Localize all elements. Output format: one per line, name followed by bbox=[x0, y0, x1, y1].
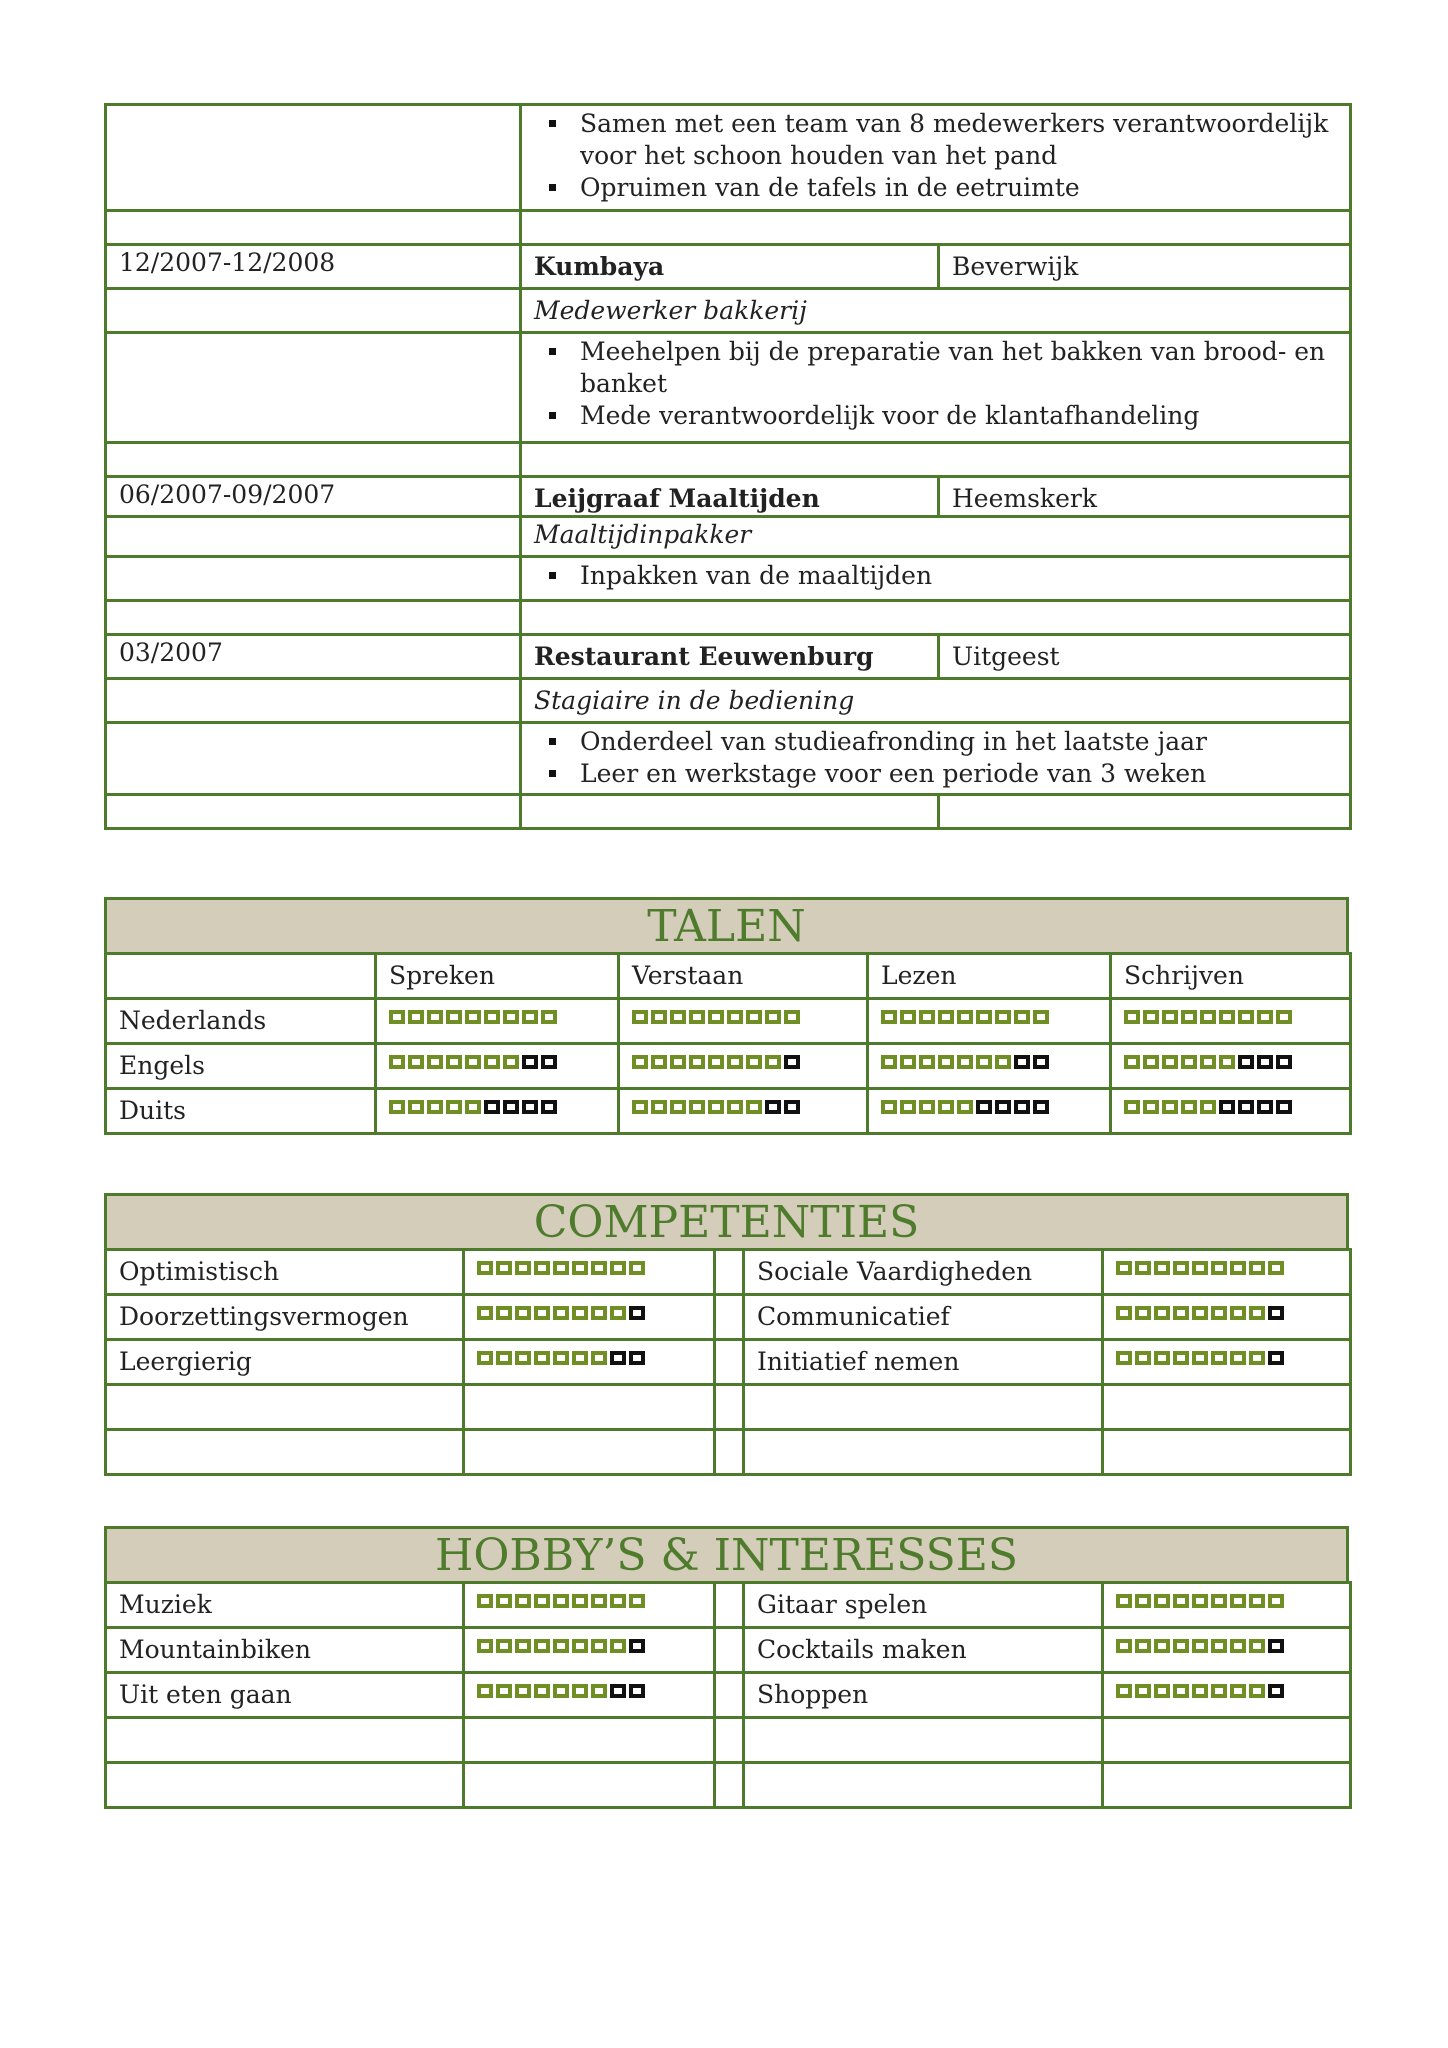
rating-square-filled bbox=[727, 1055, 743, 1069]
competence-rating bbox=[1116, 1343, 1337, 1365]
rating-square-empty bbox=[522, 1100, 538, 1114]
rating-square-filled bbox=[1033, 1010, 1049, 1024]
language-rating bbox=[881, 1002, 1097, 1024]
rating-square-filled bbox=[1116, 1684, 1132, 1698]
hobby-rating bbox=[1116, 1676, 1337, 1698]
job-bullet: Leer en werkstage voor een periode van 3 weken bbox=[534, 758, 1337, 790]
rating-square-filled bbox=[1162, 1010, 1178, 1024]
rating-square-filled bbox=[503, 1055, 519, 1069]
rating-square-empty bbox=[629, 1684, 645, 1698]
rating-square-filled bbox=[1181, 1055, 1197, 1069]
rating-square-filled bbox=[1192, 1261, 1208, 1275]
rating-square-filled bbox=[1230, 1351, 1246, 1365]
rating-square-filled bbox=[496, 1594, 512, 1608]
talen-col-schrijven: Schrijven bbox=[1111, 954, 1351, 999]
rating-square-filled bbox=[1173, 1261, 1189, 1275]
rating-square-empty bbox=[1238, 1055, 1254, 1069]
rating-square-filled bbox=[1135, 1594, 1151, 1608]
rating-square-filled bbox=[651, 1055, 667, 1069]
rating-square-empty bbox=[976, 1100, 992, 1114]
rating-square-filled bbox=[610, 1594, 626, 1608]
rating-square-filled bbox=[632, 1055, 648, 1069]
competence-rating bbox=[477, 1343, 701, 1365]
rating-square-filled bbox=[389, 1100, 405, 1114]
rating-square-empty bbox=[1033, 1055, 1049, 1069]
rating-square-filled bbox=[484, 1055, 500, 1069]
rating-square-empty bbox=[1257, 1100, 1273, 1114]
rating-square-filled bbox=[496, 1351, 512, 1365]
language-rating bbox=[632, 1002, 854, 1024]
rating-square-empty bbox=[1238, 1100, 1254, 1114]
rating-square-filled bbox=[408, 1055, 424, 1069]
rating-square-filled bbox=[727, 1100, 743, 1114]
language-rating bbox=[389, 1047, 605, 1069]
rating-square-empty bbox=[1014, 1100, 1030, 1114]
hobby-name: Gitaar spelen bbox=[744, 1583, 1103, 1628]
rating-square-filled bbox=[591, 1639, 607, 1653]
rating-square-filled bbox=[408, 1100, 424, 1114]
rating-square-filled bbox=[1249, 1351, 1265, 1365]
rating-square-filled bbox=[553, 1306, 569, 1320]
language-rating bbox=[632, 1092, 854, 1114]
language-name: Engels bbox=[106, 1044, 376, 1089]
rating-square-empty bbox=[1268, 1639, 1284, 1653]
rating-square-filled bbox=[938, 1100, 954, 1114]
rating-square-filled bbox=[919, 1010, 935, 1024]
rating-square-filled bbox=[1192, 1639, 1208, 1653]
hobby-name: Mountainbiken bbox=[106, 1628, 464, 1673]
rating-square-filled bbox=[670, 1100, 686, 1114]
rating-square-filled bbox=[446, 1010, 462, 1024]
competenties-header: COMPETENTIES bbox=[104, 1193, 1349, 1251]
rating-square-filled bbox=[496, 1261, 512, 1275]
rating-square-empty bbox=[1257, 1055, 1273, 1069]
rating-square-filled bbox=[591, 1684, 607, 1698]
rating-square-filled bbox=[1116, 1261, 1132, 1275]
rating-square-empty bbox=[765, 1100, 781, 1114]
talen-header: TALEN bbox=[104, 897, 1349, 955]
rating-square-empty bbox=[1014, 1055, 1030, 1069]
job-period: 12/2007-12/2008 bbox=[106, 245, 521, 289]
rating-square-filled bbox=[1230, 1639, 1246, 1653]
rating-square-filled bbox=[1162, 1055, 1178, 1069]
rating-square-empty bbox=[1268, 1684, 1284, 1698]
competence-name: Optimistisch bbox=[106, 1250, 464, 1295]
rating-square-filled bbox=[1181, 1100, 1197, 1114]
rating-square-filled bbox=[1276, 1010, 1292, 1024]
rating-square-filled bbox=[1249, 1261, 1265, 1275]
rating-square-filled bbox=[1135, 1261, 1151, 1275]
language-name: Nederlands bbox=[106, 999, 376, 1044]
rating-square-filled bbox=[1211, 1684, 1227, 1698]
hobby-name: Cocktails maken bbox=[744, 1628, 1103, 1673]
rating-square-filled bbox=[477, 1261, 493, 1275]
hobby-rating bbox=[1116, 1586, 1337, 1608]
rating-square-filled bbox=[900, 1100, 916, 1114]
rating-square-filled bbox=[1211, 1261, 1227, 1275]
rating-square-filled bbox=[670, 1010, 686, 1024]
rating-square-filled bbox=[610, 1639, 626, 1653]
rating-square-filled bbox=[389, 1055, 405, 1069]
job-role: Medewerker bakkerij bbox=[521, 289, 1351, 333]
rating-square-filled bbox=[1192, 1684, 1208, 1698]
rating-square-filled bbox=[1173, 1594, 1189, 1608]
rating-square-filled bbox=[446, 1055, 462, 1069]
rating-square-filled bbox=[881, 1100, 897, 1114]
rating-square-filled bbox=[1230, 1684, 1246, 1698]
rating-square-filled bbox=[651, 1100, 667, 1114]
job-role: Maaltijdinpakker bbox=[521, 517, 1351, 557]
rating-square-filled bbox=[1154, 1639, 1170, 1653]
language-rating bbox=[1124, 1002, 1337, 1024]
rating-square-filled bbox=[553, 1639, 569, 1653]
rating-square-filled bbox=[938, 1055, 954, 1069]
rating-square-filled bbox=[995, 1055, 1011, 1069]
rating-square-filled bbox=[427, 1010, 443, 1024]
rating-square-filled bbox=[477, 1306, 493, 1320]
intro-bullet: Opruimen van de tafels in de eetruimte bbox=[534, 172, 1337, 204]
job-bullet: Meehelpen bij de preparatie van het bakken van brood- en banket bbox=[534, 336, 1337, 400]
rating-square-empty bbox=[1219, 1100, 1235, 1114]
rating-square-filled bbox=[708, 1100, 724, 1114]
job-location: Uitgeest bbox=[939, 635, 1351, 679]
rating-square-filled bbox=[465, 1010, 481, 1024]
rating-square-filled bbox=[708, 1010, 724, 1024]
hobbys-table bbox=[104, 1581, 1352, 1809]
rating-square-filled bbox=[1211, 1639, 1227, 1653]
rating-square-filled bbox=[534, 1594, 550, 1608]
talen-table bbox=[104, 952, 1352, 1135]
rating-square-filled bbox=[1249, 1306, 1265, 1320]
rating-square-filled bbox=[976, 1055, 992, 1069]
rating-square-filled bbox=[1124, 1055, 1140, 1069]
rating-square-filled bbox=[746, 1010, 762, 1024]
rating-square-filled bbox=[541, 1010, 557, 1024]
rating-square-filled bbox=[534, 1351, 550, 1365]
rating-square-filled bbox=[784, 1010, 800, 1024]
rating-square-empty bbox=[629, 1351, 645, 1365]
rating-square-filled bbox=[515, 1261, 531, 1275]
rating-square-filled bbox=[1135, 1351, 1151, 1365]
rating-square-filled bbox=[1173, 1684, 1189, 1698]
rating-square-filled bbox=[765, 1010, 781, 1024]
rating-square-filled bbox=[572, 1306, 588, 1320]
rating-square-filled bbox=[591, 1351, 607, 1365]
job-bullet: Inpakken van de maaltijden bbox=[534, 560, 1337, 592]
rating-square-filled bbox=[1154, 1261, 1170, 1275]
rating-square-filled bbox=[1219, 1055, 1235, 1069]
rating-square-filled bbox=[1192, 1306, 1208, 1320]
rating-square-filled bbox=[957, 1055, 973, 1069]
rating-square-empty bbox=[1033, 1100, 1049, 1114]
rating-square-filled bbox=[670, 1055, 686, 1069]
job-company: Kumbaya bbox=[521, 245, 939, 289]
rating-square-empty bbox=[629, 1306, 645, 1320]
rating-square-filled bbox=[591, 1594, 607, 1608]
rating-square-filled bbox=[427, 1100, 443, 1114]
rating-square-filled bbox=[957, 1010, 973, 1024]
rating-square-empty bbox=[995, 1100, 1011, 1114]
rating-square-filled bbox=[477, 1594, 493, 1608]
rating-square-filled bbox=[1249, 1684, 1265, 1698]
rating-square-filled bbox=[515, 1684, 531, 1698]
talen-col-lezen: Lezen bbox=[868, 954, 1111, 999]
rating-square-filled bbox=[534, 1261, 550, 1275]
rating-square-filled bbox=[1135, 1306, 1151, 1320]
rating-square-empty bbox=[784, 1055, 800, 1069]
rating-square-filled bbox=[591, 1306, 607, 1320]
language-rating bbox=[632, 1047, 854, 1069]
rating-square-filled bbox=[1143, 1010, 1159, 1024]
rating-square-filled bbox=[1014, 1010, 1030, 1024]
rating-square-empty bbox=[1276, 1055, 1292, 1069]
hobby-name: Muziek bbox=[106, 1583, 464, 1628]
rating-square-filled bbox=[1116, 1351, 1132, 1365]
rating-square-filled bbox=[446, 1100, 462, 1114]
rating-square-filled bbox=[572, 1261, 588, 1275]
rating-square-filled bbox=[1124, 1010, 1140, 1024]
rating-square-filled bbox=[1154, 1306, 1170, 1320]
intro-bullet: Samen met een team van 8 medewerkers verantwoordelijk voor het schoon houden van het pand bbox=[534, 108, 1337, 172]
rating-square-filled bbox=[919, 1100, 935, 1114]
rating-square-filled bbox=[477, 1684, 493, 1698]
job-role: Stagiaire in de bediening bbox=[521, 679, 1351, 723]
rating-square-filled bbox=[572, 1351, 588, 1365]
rating-square-filled bbox=[629, 1594, 645, 1608]
rating-square-filled bbox=[900, 1055, 916, 1069]
rating-square-empty bbox=[629, 1639, 645, 1653]
rating-square-filled bbox=[1230, 1261, 1246, 1275]
job-location: Heemskerk bbox=[939, 477, 1351, 517]
rating-square-filled bbox=[534, 1639, 550, 1653]
hobby-rating bbox=[1116, 1631, 1337, 1653]
rating-square-filled bbox=[957, 1100, 973, 1114]
rating-square-filled bbox=[1211, 1351, 1227, 1365]
rating-square-empty bbox=[503, 1100, 519, 1114]
rating-square-filled bbox=[689, 1010, 705, 1024]
job-period: 03/2007 bbox=[106, 635, 521, 679]
language-rating bbox=[1124, 1092, 1337, 1114]
rating-square-filled bbox=[610, 1306, 626, 1320]
rating-square-filled bbox=[572, 1684, 588, 1698]
competence-name: Leergierig bbox=[106, 1340, 464, 1385]
rating-square-filled bbox=[1211, 1306, 1227, 1320]
rating-square-filled bbox=[1249, 1594, 1265, 1608]
hobby-name: Uit eten gaan bbox=[106, 1673, 464, 1718]
language-rating bbox=[389, 1002, 605, 1024]
rating-square-filled bbox=[553, 1594, 569, 1608]
rating-square-filled bbox=[408, 1010, 424, 1024]
experience-table bbox=[104, 103, 1352, 830]
hobbys-header: HOBBY’S & INTERESSES bbox=[104, 1526, 1349, 1584]
rating-square-filled bbox=[503, 1010, 519, 1024]
rating-square-filled bbox=[515, 1594, 531, 1608]
rating-square-filled bbox=[1200, 1010, 1216, 1024]
language-rating bbox=[881, 1047, 1097, 1069]
competence-rating bbox=[1116, 1298, 1337, 1320]
talen-col-verstaan: Verstaan bbox=[619, 954, 868, 999]
rating-square-filled bbox=[881, 1010, 897, 1024]
rating-square-filled bbox=[515, 1306, 531, 1320]
rating-square-empty bbox=[541, 1100, 557, 1114]
language-rating bbox=[881, 1092, 1097, 1114]
competence-name: Sociale Vaardigheden bbox=[744, 1250, 1103, 1295]
rating-square-filled bbox=[919, 1055, 935, 1069]
competenties-table bbox=[104, 1248, 1352, 1476]
rating-square-empty bbox=[1276, 1100, 1292, 1114]
rating-square-filled bbox=[765, 1055, 781, 1069]
rating-square-filled bbox=[553, 1261, 569, 1275]
rating-square-filled bbox=[976, 1010, 992, 1024]
language-rating bbox=[1124, 1047, 1337, 1069]
rating-square-empty bbox=[1268, 1306, 1284, 1320]
rating-square-filled bbox=[1116, 1639, 1132, 1653]
rating-square-filled bbox=[727, 1010, 743, 1024]
rating-square-filled bbox=[427, 1055, 443, 1069]
rating-square-filled bbox=[881, 1055, 897, 1069]
rating-square-filled bbox=[1192, 1351, 1208, 1365]
job-location: Beverwijk bbox=[939, 245, 1351, 289]
rating-square-filled bbox=[496, 1306, 512, 1320]
rating-square-filled bbox=[591, 1261, 607, 1275]
talen-col-spreken: Spreken bbox=[376, 954, 619, 999]
rating-square-empty bbox=[1268, 1351, 1284, 1365]
rating-square-filled bbox=[1116, 1594, 1132, 1608]
competence-rating bbox=[477, 1298, 701, 1320]
hobby-rating bbox=[477, 1586, 701, 1608]
hobby-name: Shoppen bbox=[744, 1673, 1103, 1718]
rating-square-empty bbox=[784, 1100, 800, 1114]
rating-square-filled bbox=[389, 1010, 405, 1024]
rating-square-filled bbox=[1135, 1639, 1151, 1653]
competence-name: Communicatief bbox=[744, 1295, 1103, 1340]
rating-square-filled bbox=[1268, 1261, 1284, 1275]
rating-square-filled bbox=[1257, 1010, 1273, 1024]
rating-square-filled bbox=[534, 1684, 550, 1698]
rating-square-filled bbox=[1200, 1055, 1216, 1069]
rating-square-filled bbox=[477, 1639, 493, 1653]
rating-square-filled bbox=[515, 1351, 531, 1365]
rating-square-filled bbox=[465, 1100, 481, 1114]
rating-square-filled bbox=[1211, 1594, 1227, 1608]
rating-square-filled bbox=[477, 1351, 493, 1365]
rating-square-filled bbox=[496, 1639, 512, 1653]
rating-square-empty bbox=[610, 1684, 626, 1698]
rating-square-filled bbox=[1238, 1010, 1254, 1024]
rating-square-filled bbox=[522, 1010, 538, 1024]
rating-square-filled bbox=[610, 1261, 626, 1275]
rating-square-filled bbox=[1173, 1351, 1189, 1365]
rating-square-filled bbox=[1135, 1684, 1151, 1698]
rating-square-filled bbox=[1181, 1010, 1197, 1024]
rating-square-filled bbox=[1143, 1100, 1159, 1114]
rating-square-filled bbox=[651, 1010, 667, 1024]
job-company: Restaurant Eeuwenburg bbox=[521, 635, 939, 679]
job-period: 06/2007-09/2007 bbox=[106, 477, 521, 517]
rating-square-empty bbox=[522, 1055, 538, 1069]
rating-square-empty bbox=[484, 1100, 500, 1114]
rating-square-filled bbox=[1219, 1010, 1235, 1024]
rating-square-filled bbox=[484, 1010, 500, 1024]
rating-square-filled bbox=[1230, 1306, 1246, 1320]
competence-name: Doorzettingsvermogen bbox=[106, 1295, 464, 1340]
rating-square-filled bbox=[496, 1684, 512, 1698]
rating-square-filled bbox=[465, 1055, 481, 1069]
rating-square-filled bbox=[629, 1261, 645, 1275]
rating-square-filled bbox=[1173, 1639, 1189, 1653]
rating-square-filled bbox=[1249, 1639, 1265, 1653]
competence-name: Initiatief nemen bbox=[744, 1340, 1103, 1385]
competence-rating bbox=[1116, 1253, 1337, 1275]
rating-square-filled bbox=[1143, 1055, 1159, 1069]
job-bullet: Mede verantwoordelijk voor de klantafhandeling bbox=[534, 400, 1337, 432]
rating-square-filled bbox=[632, 1100, 648, 1114]
rating-square-filled bbox=[632, 1010, 648, 1024]
rating-square-filled bbox=[553, 1351, 569, 1365]
rating-square-filled bbox=[1116, 1306, 1132, 1320]
rating-square-filled bbox=[746, 1055, 762, 1069]
rating-square-filled bbox=[1268, 1594, 1284, 1608]
rating-square-empty bbox=[610, 1351, 626, 1365]
rating-square-filled bbox=[746, 1100, 762, 1114]
rating-square-empty bbox=[541, 1055, 557, 1069]
job-bullet: Onderdeel van studieafronding in het laatste jaar bbox=[534, 726, 1337, 758]
rating-square-filled bbox=[1192, 1594, 1208, 1608]
rating-square-filled bbox=[1124, 1100, 1140, 1114]
rating-square-filled bbox=[938, 1010, 954, 1024]
rating-square-filled bbox=[1200, 1100, 1216, 1114]
rating-square-filled bbox=[553, 1684, 569, 1698]
rating-square-filled bbox=[1154, 1594, 1170, 1608]
rating-square-filled bbox=[689, 1055, 705, 1069]
rating-square-filled bbox=[900, 1010, 916, 1024]
hobby-rating bbox=[477, 1631, 701, 1653]
rating-square-filled bbox=[572, 1594, 588, 1608]
rating-square-filled bbox=[1162, 1100, 1178, 1114]
rating-square-filled bbox=[515, 1639, 531, 1653]
rating-square-filled bbox=[1154, 1684, 1170, 1698]
rating-square-filled bbox=[1230, 1594, 1246, 1608]
rating-square-filled bbox=[572, 1639, 588, 1653]
rating-square-filled bbox=[1173, 1306, 1189, 1320]
rating-square-filled bbox=[708, 1055, 724, 1069]
competence-rating bbox=[477, 1253, 701, 1275]
hobby-rating bbox=[477, 1676, 701, 1698]
language-name: Duits bbox=[106, 1089, 376, 1134]
rating-square-filled bbox=[689, 1100, 705, 1114]
language-rating bbox=[389, 1092, 605, 1114]
rating-square-filled bbox=[995, 1010, 1011, 1024]
rating-square-filled bbox=[534, 1306, 550, 1320]
job-company: Leijgraaf Maaltijden bbox=[521, 477, 939, 517]
rating-square-filled bbox=[1154, 1351, 1170, 1365]
